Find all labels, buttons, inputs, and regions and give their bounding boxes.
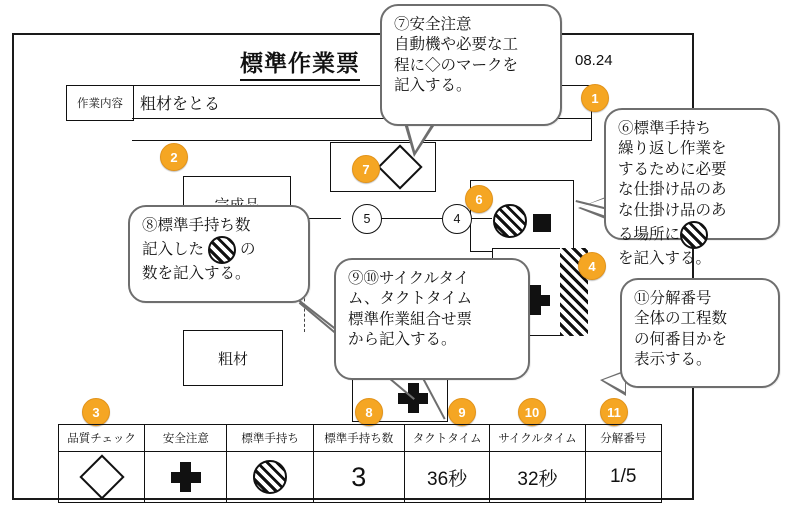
square-marker-icon [533, 214, 551, 232]
hatched-circle-icon [253, 460, 287, 494]
callout-6-line-4: な仕掛け品のあ [618, 181, 727, 199]
work-content-label: 作業内容 [66, 85, 134, 121]
callout-7-line-2: 自動機や必要な工 [394, 36, 519, 54]
callout-6-line-1: ⑥標準手持ち [618, 120, 712, 137]
td-quality-check [59, 452, 145, 503]
badge-1: 1 [581, 84, 609, 112]
flow-circle-5: 5 [352, 204, 382, 234]
td-takt-time: 36秒 [404, 452, 490, 503]
callout-910-line-4: から記入する。 [348, 331, 457, 349]
table-value-row [59, 452, 662, 503]
th-quality-check: 品質チェック [59, 425, 145, 452]
callout-6: ⑥標準手持ち 繰り返し作業を するために必要 な仕掛け品のあ な仕掛け品のあ る場所に を記入する。 [604, 108, 780, 240]
hatched-circle-icon [680, 221, 708, 249]
th-takt-time: タクトタイム [404, 425, 490, 452]
callout-7 [380, 4, 562, 126]
callout-8-line-1: ⑧標準手持ち数 [142, 217, 251, 234]
callout-7-line-4: 記入する。 [394, 77, 472, 95]
th-standard-wip-count: 標準手持ち数 [313, 425, 404, 452]
callout-11-line-3: の何番目かを [634, 330, 728, 348]
callout-7-tail-fill [407, 122, 433, 151]
callout-11-line-1: ⑪分解番号 [634, 290, 712, 307]
callout-910-line-1: ⑨⑩サイクルタイ [348, 270, 470, 287]
callout-6-line-3: するために必要 [618, 160, 727, 178]
td-cycle-time: 32秒 [490, 452, 585, 503]
badge-6: 6 [465, 185, 493, 213]
flow-line [380, 218, 442, 219]
th-step-number: 分解番号 [585, 425, 661, 452]
callout-11 [620, 278, 780, 388]
callout-910-line-3: 標準作業組合せ票 [348, 310, 473, 328]
badge-2: 2 [160, 143, 188, 171]
td-safety [145, 452, 227, 503]
badge-10: 10 [518, 398, 546, 426]
th-standard-wip: 標準手持ち [227, 425, 313, 452]
timestamp: 08.24 [575, 52, 613, 69]
th-cycle-time: サイクルタイム [490, 425, 585, 452]
callout-11-line-2: 全体の工程数 [634, 310, 728, 328]
flow-circle-4: 4 [442, 204, 472, 234]
hatched-circle-icon [493, 204, 527, 238]
td-standard-wip-count: 3 [313, 452, 404, 503]
work-content-value: 粗材をとる [132, 85, 592, 119]
cross-icon [171, 462, 201, 492]
diamond-icon [79, 454, 124, 499]
callout-11-line-4: 表示する。 [634, 351, 712, 369]
td-step-number: 1/5 [585, 452, 661, 503]
callout-9-10 [334, 258, 530, 380]
badge-9: 9 [448, 398, 476, 426]
badge-4: 4 [578, 252, 606, 280]
flow-line [470, 218, 492, 219]
callout-7-line-3: 程に◇のマークを [394, 56, 519, 74]
badge-7: 7 [352, 155, 380, 183]
callout-8: ⑧標準手持ち数 記入した の 数を記入する。 [128, 205, 310, 303]
badge-8: 8 [355, 398, 383, 426]
callout-8-line-3: 数を記入する。 [142, 265, 251, 283]
th-safety: 安全注意 [145, 425, 227, 452]
hatched-circle-icon [208, 236, 236, 264]
callout-7-line-1: ⑦安全注意 [394, 16, 472, 33]
badge-3: 3 [82, 398, 110, 426]
callout-6-line-2: 繰り返し作業を [618, 140, 727, 158]
td-standard-wip [227, 452, 313, 503]
raw-material-box: 粗材 [183, 330, 283, 386]
badge-11: 11 [600, 398, 628, 426]
table-header-row [59, 425, 662, 452]
summary-table [58, 424, 662, 503]
page-title: 標準作業票 [240, 45, 360, 81]
callout-910-line-2: ム、タクトタイム [348, 290, 473, 308]
